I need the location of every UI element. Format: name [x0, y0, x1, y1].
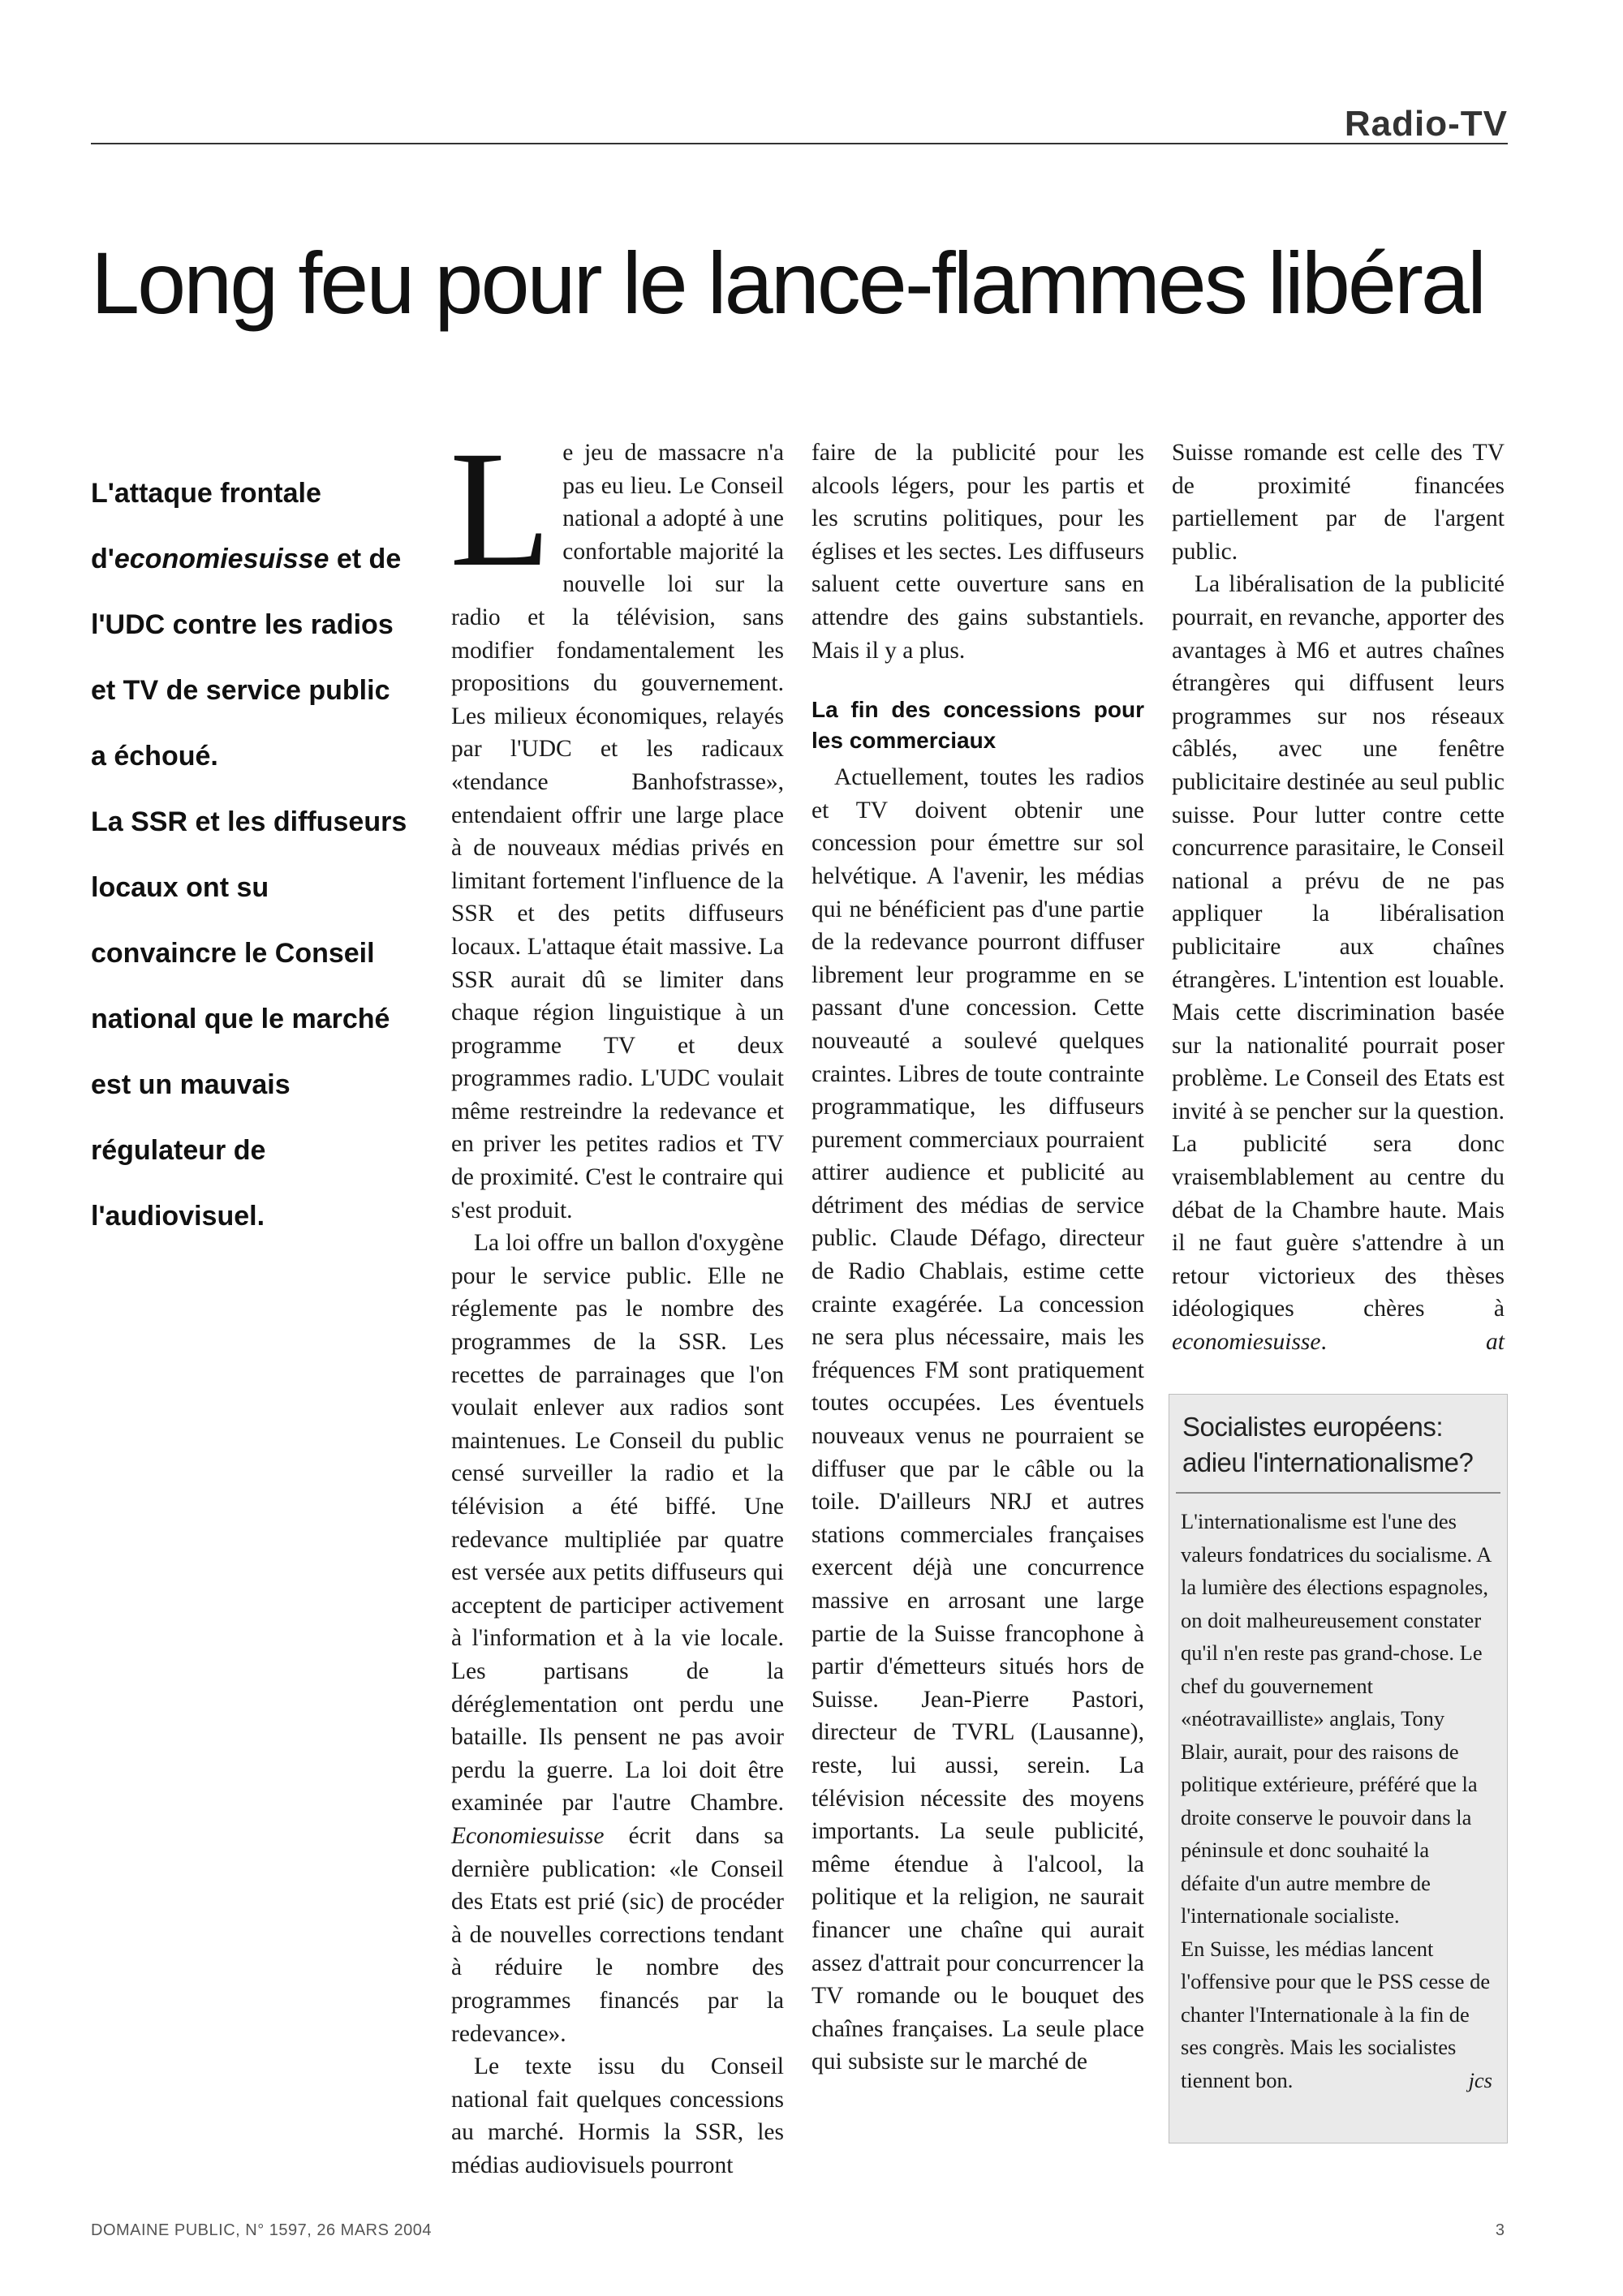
sidebar-paragraph-2 — [1181, 1933, 1492, 2097]
header-rule — [91, 143, 1508, 144]
sidebar-box-rule — [1176, 1492, 1500, 1494]
article-paragraph-3-cont: faire de la publicité pour les alcools légers, pour les partis et les scrutins politiques, pour les églises et les sectes. Les diffuseurs saluent cette ouverture sans en attendre des gains substantiels. Mais il y a plus. — [812, 440, 1144, 664]
paragraph-text: e jeu de massacre n'a pas eu lieu. Le Conseil national a adopté à une confortable majorité la nouvelle loi sur la radio et la télévision, sans modifier fondamentalement les propositions du gouvernement. Les milieux économiques, relayés par l'UDC et les radicaux «tendance Banhofstrasse», entendaient offrir une large place à de nouveaux médias privés en limitant fortement l'influence de la SSR et des petits diffuseurs locaux. L'attaque était massive. La SSR aurait dû se limiter dans chaque région linguistique à un programme TV et deux programmes radio. L'UDC voulait même restreindre la redevance et en priver les petites radios et TV de proximité. C'est le contraire qui s'est produit. — [451, 440, 784, 1223]
article-paragraph-4-cont: Suisse romande est celle des TV de proximité financées partiellement par de l'argent public. — [1172, 440, 1505, 565]
sidebar-box-body — [1181, 1505, 1492, 2096]
sidebar-box — [1169, 1394, 1508, 2143]
lede-paragraph-2: La SSR et les diffuseurs locaux ont su convaincre le Conseil national que le marché est un mauvais régulateur de l'audiovisuel. — [91, 806, 407, 1232]
article-title: Long feu pour le lance-flammes libéral — [91, 234, 1484, 332]
article-paragraph-4: Actuellement, toutes les radios et TV doivent obtenir une concession pour émettre sur sol helvétique. A l'avenir, les médias qui ne bénéficient pas d'une partie de la redevance pourront diffuser librement leur programme en se passant d'une concession. Cette nouveauté a soulevé quelques craintes. Libres de toute contrainte programmatique, les diffuseurs purement commerciaux pourraient attirer audience et publicité au détriment des médias de service public. Claude Défago, directeur de Radio Chablais, estime cette crainte exagérée. La concession ne sera plus nécessaire, mais les fréquences FM sont pratiquement toutes occupées. Les éventuels nouveaux venus ne pourraient se diffuser que par le câble ou la toile. D'ailleurs NRJ et autres stations commerciales françaises exercent déjà une concurrence massive en arrosant une large partie de la Suisse francophone à partir d'émetteurs situés hors de Suisse. Jean-Pierre Pastori, directeur de TVRL (Lausanne), reste, lui aussi, serein. La télévision nécessite des moyens importants. La seule publicité, même étendue à l'alcool, la politique et la religion, ne saurait financer une chaîne qui aurait assez d'attrait pour concurrencer la TV romande ou le bouquet des chaînes françaises. La seule place qui subsiste sur le marché de — [812, 764, 1144, 2075]
paragraph-text: La libéralisation de la publicité pourrait, en revanche, apporter des avantages à M6 et autres chaînes étrangères qui diffusent leurs programmes sur nos réseaux câblés, avec une fenêtre publicitaire destinée au seul public suisse. Pour lutter contre cette concurrence parasitaire, le Conseil national a prévu de ne pas appliquer la libéralisation publicitaire aux chaînes étrangères. L'intention est louable. Mais cette discrimination basée sur la nationalité pourrait poser problème. Le Conseil des Etats est invité à se pencher sur la question. La publicité sera donc vraisemblablement au centre du débat de la Chambre haute. Mais il ne faut guère s'attendre à un retour victorieux des thèses idéologiques chères à — [1172, 571, 1505, 1322]
subheading: La fin des concessions pour les commerciaux — [812, 697, 1144, 754]
page-number: 3 — [1495, 2221, 1505, 2239]
sidebar-signature: jcs — [1468, 2067, 1492, 2092]
paragraph-text: écrit dans sa dernière publication: «le Conseil des Etats est prié (sic) de procéder à de nouvelles corrections tendant à réduire le nombre des programmes financés par la redevance». — [451, 1822, 784, 2047]
brand-name: Economiesuisse — [451, 1822, 605, 1849]
paragraph-text: La loi offre un ballon d'oxygène pour le service public. Elle ne réglemente pas le nombre des programmes de la SSR. Les recettes de parrainages que l'on voulait enlever aux radios sont maintenues. Le Conseil du public censé surveiller la radio et la télévision a été biffé. Une redevance multipliée par quatre est versée aux petits diffuseurs qui acceptent de participer activement à l'information et à la vie locale. Les partisans de la déréglementation ont perdu une bataille. Ils pensent ne pas avoir perdu la guerre. La loi doit être examinée par l'autre Chambre. — [451, 1230, 784, 1817]
article-column-1 — [450, 417, 784, 2182]
sidebar-box-title: Socialistes européens: adieu l'internationalisme? — [1182, 1412, 1474, 1477]
lede-paragraph-1 — [91, 461, 407, 789]
drop-cap: L — [450, 417, 552, 601]
sidebar-paragraph-1: L'internationalisme est l'une des valeurs fondatrices du socialisme. A la lumière des élections espagnoles, on doit malheureusement constater qu'il n'en reste pas grand-chose. Le chef du gouvernement «néotravailliste» anglais, Tony Blair, aurait, pour des raisons de politique extérieure, préféré que la droite conserve le pouvoir dans la péninsule et donc souhaité la défaite d'un autre membre de l'internationale socialiste. — [1181, 1509, 1491, 1928]
article-paragraph-3: Le texte issu du Conseil national fait quelques concessions au marché. Hormis la SSR, les médias audiovisuels pourront — [451, 2053, 784, 2178]
author-signature: at — [1486, 1329, 1505, 1356]
lede — [91, 461, 407, 1249]
lede-text: L'attaque frontale d' — [91, 478, 321, 574]
paragraph-text: En Suisse, les médias lancent l'offensive pour que le PSS cesse de chanter l'Internationale à la fin de ses congrès. Mais les socialistes tiennent bon. — [1181, 1936, 1491, 2092]
section-label: Radio-TV — [1344, 104, 1508, 144]
article-column-2 — [812, 436, 1144, 2079]
paragraph-text: . — [1320, 1329, 1327, 1356]
lede-brand: economiesuisse — [114, 544, 329, 574]
article-paragraph-2 — [451, 1227, 784, 2050]
footer-publication: DOMAINE PUBLIC, N° 1597, 26 MARS 2004 — [91, 2221, 432, 2239]
lede-text: et de l'UDC contre les radios et TV de service public a échoué. — [91, 544, 402, 772]
brand-name: economiesuisse — [1172, 1329, 1321, 1356]
article-paragraph-5 — [1172, 568, 1505, 1358]
article-column-3 — [1172, 436, 1505, 1359]
article-paragraph-1 — [450, 417, 784, 1227]
